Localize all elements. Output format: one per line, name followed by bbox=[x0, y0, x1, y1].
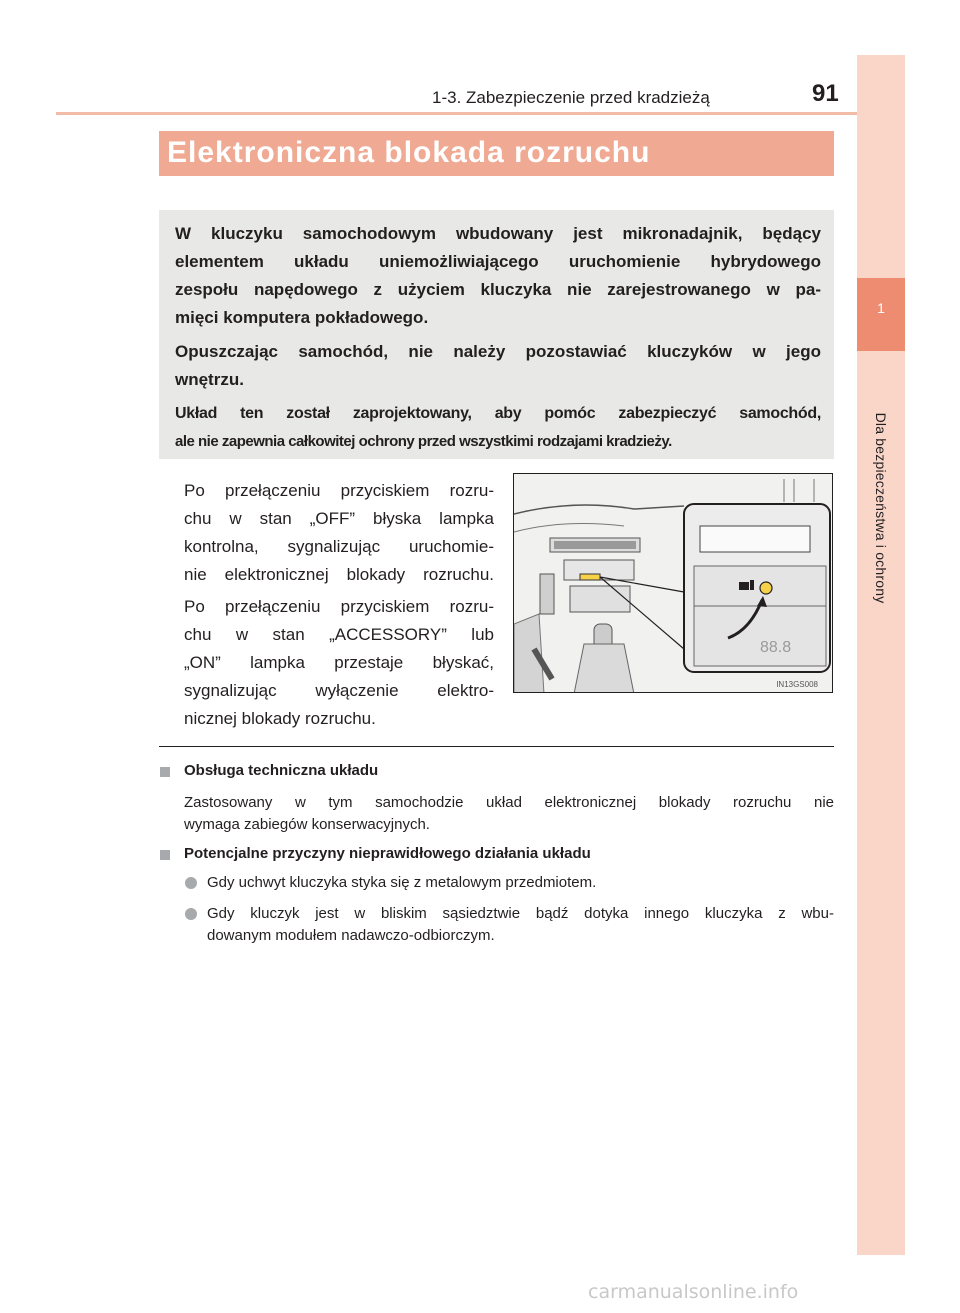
note-line: Zastosowany w tym samochodzie układ elektronicznej blokady rozruchu nie bbox=[184, 794, 834, 811]
intro-line: ale nie zapewnia całkowitej ochrony przed wszystkimi rodzajami kradzieży. bbox=[175, 433, 672, 450]
note-maintenance-text bbox=[184, 792, 834, 836]
body-line: Po przełączeniu przyciskiem rozru- bbox=[184, 597, 494, 616]
intro-line: wnętrzu. bbox=[175, 370, 244, 389]
side-tab-number: 1 bbox=[877, 300, 885, 316]
body-line: kontrolna, sygnalizując uruchomie- bbox=[184, 537, 494, 556]
note-line: dowanym modułem nadawczo-odbiorczym. bbox=[207, 927, 495, 944]
note-bullet-1: Gdy uchwyt kluczyka styka się z metalowym przedmiotem. bbox=[207, 874, 597, 891]
body-line: sygnalizując wyłączenie elektro- bbox=[184, 681, 494, 700]
body-paragraph-1 bbox=[184, 477, 494, 589]
note-heading-causes: Potencjalne przyczyny nieprawidłowego działania układu bbox=[184, 845, 591, 862]
intro-line: Opuszczając samochód, nie należy pozostawiać kluczyków w jego bbox=[175, 342, 821, 361]
body-line: nicznej blokady rozruchu. bbox=[184, 709, 376, 728]
watermark: carmanualsonline.info bbox=[588, 1281, 799, 1303]
body-line: nie elektronicznej blokady rozruchu. bbox=[184, 565, 494, 584]
body-line: „ON” lampka przestaje błyskać, bbox=[184, 653, 494, 672]
intro-line: mięci komputera pokładowego. bbox=[175, 308, 429, 327]
intro-line: Układ ten został zaprojektowany, aby pomóc zabezpieczyć samochód, bbox=[175, 405, 821, 422]
page-number: 91 bbox=[812, 80, 839, 107]
body-line: chu w stan „ACCESSORY” lub bbox=[184, 625, 494, 644]
intro-line: zespołu napędowego z użyciem kluczyka nie zarejestrowanego w pa- bbox=[175, 280, 821, 299]
square-bullet-icon bbox=[160, 850, 170, 860]
body-line: chu w stan „OFF” błyska lampka bbox=[184, 509, 494, 528]
intro-line: elementem układu uniemożliwiającego uruchomienie hybrydowego bbox=[175, 252, 821, 271]
intro-paragraph-3 bbox=[175, 400, 821, 456]
note-line: wymaga zabiegów konserwacyjnych. bbox=[184, 816, 430, 833]
round-bullet-icon bbox=[185, 908, 197, 920]
note-line: Gdy kluczyk jest w bliskim sąsiedztwie bądź dotyka innego kluczyka z wbu- bbox=[207, 905, 834, 922]
dashboard-drawing bbox=[514, 474, 833, 693]
figure-code: IN13GS008 bbox=[776, 680, 818, 689]
round-bullet-icon bbox=[185, 877, 197, 889]
square-bullet-icon bbox=[160, 767, 170, 777]
note-bullet-2 bbox=[207, 903, 834, 947]
page-title: Elektroniczna blokada rozruchu bbox=[167, 136, 651, 169]
section-separator bbox=[159, 746, 834, 747]
intro-paragraph-2 bbox=[175, 338, 821, 394]
body-line: Po przełączeniu przyciskiem rozru- bbox=[184, 481, 494, 500]
side-tab bbox=[857, 55, 905, 1255]
note-heading-maintenance: Obsługa techniczna układu bbox=[184, 762, 379, 779]
dashboard-illustration bbox=[513, 473, 833, 693]
intro-paragraph-1 bbox=[175, 220, 821, 332]
display-readout: 88.8 bbox=[760, 639, 792, 656]
header-rule bbox=[56, 112, 857, 115]
side-tab-label: Dla bezpieczeństwa i ochrony bbox=[873, 412, 889, 604]
section-title: 1-3. Zabezpieczenie przed kradzieżą bbox=[432, 88, 710, 107]
intro-line: W kluczyku samochodowym wbudowany jest mikronadajnik, będący bbox=[175, 224, 821, 243]
body-paragraph-2 bbox=[184, 593, 494, 733]
